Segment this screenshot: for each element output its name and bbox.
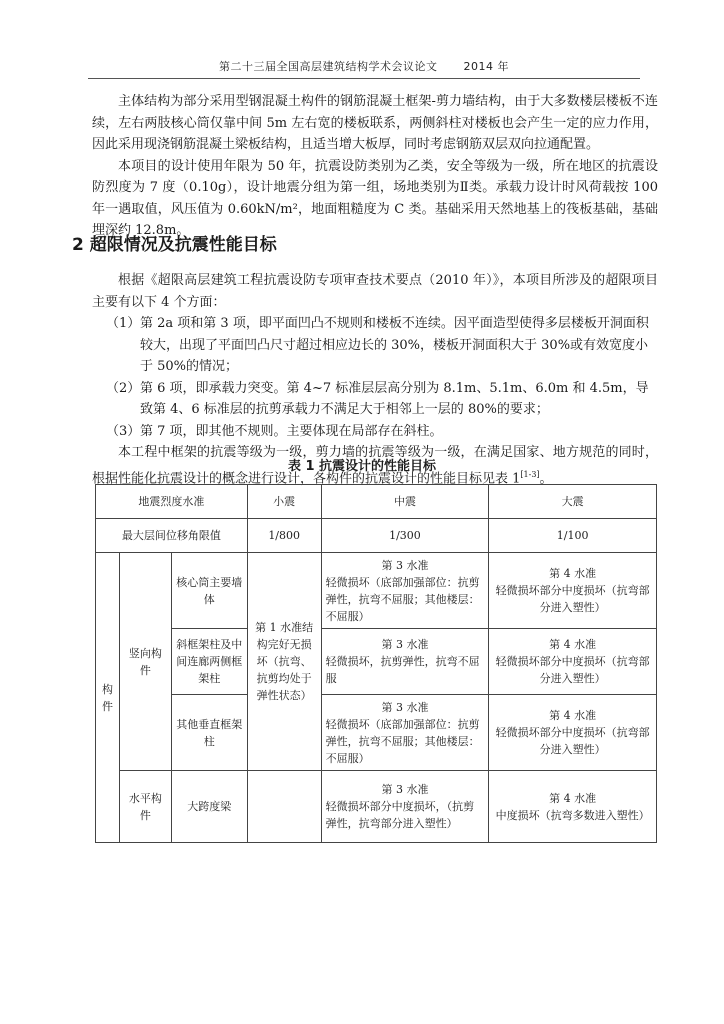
table-cell: 大跨度梁 [171,771,247,843]
performance-level: 第 4 水准 [549,791,597,805]
performance-level: 第 4 水准 [549,709,597,722]
list-item [92,421,658,443]
performance-level: 第 3 水准 [381,638,429,651]
table-cell: 1/800 [247,519,321,553]
table-row [96,519,657,553]
section-heading: 2 超限情况及抗震性能目标 [72,235,277,255]
header-cell: 大震 [489,485,657,519]
citation-ref: [1-3] [520,469,540,479]
table-row [96,553,657,629]
performance-level: 第 3 水准 [381,558,429,572]
table-caption: 表 1 抗震设计的性能目标 [287,459,437,474]
performance-desc: 中度损坏（抗弯多数进入塑性） [495,808,650,822]
component-label-cell: 构件 [96,553,120,843]
performance-level: 第 3 水准 [381,700,429,714]
list-item-number: （1） [106,316,141,331]
conference-title: 第二十三届全国高层建筑结构学术会议论文 [219,60,438,73]
list-item-number: （2） [106,380,141,396]
performance-level: 第 4 水准 [549,638,597,651]
performance-desc: 轻微损坏，抗剪弹性，抗弯不屈服 [325,655,480,685]
list-item-text: 第 2a 项和第 3 项，即平面凹凸不规则和楼板不连续。因平面造型使得多层楼板开洞面积较大，出现了平面凹凸尺寸超过相应边长的 30%，楼板开洞面积大于 30%或有效宽度小于 50%的情况； [140,316,649,374]
table-cell [321,771,489,843]
performance-desc: 轻微损坏部分中度损坏，（抗剪弹性，抗弯部分进入塑性） [325,800,475,830]
table-cell [321,629,489,695]
performance-level: 第 4 水准 [549,567,597,580]
section-lead: 根据《超限高层建筑工程抗震设防专项审查技术要点（2010 年）》，本项目所涉及的超限项目主要有以下 4 个方面： [92,273,658,310]
table-row [96,629,657,695]
performance-desc: 轻微损坏部分中度损坏（抗弯部分进入塑性） [495,584,650,614]
performance-table [95,484,657,843]
list-item-number: （3） [106,423,141,439]
table-cell [321,695,489,771]
row-label-cell: 最大层间位移角限值 [96,519,248,553]
list-item [92,378,658,421]
list-item-text: 第 6 项，即承载力突变。第 4~7 标准层层高分别为 8.1m、5.1m、6.0m 和 4.5m，导致第 4、6 标准层的抗剪承载力不满足大于相邻上一层的 80%的要求； [140,380,649,417]
table-cell [489,695,657,771]
intro-paragraph: 本项目的设计使用年限为 50 年，抗震设防类别为乙类，安全等级为一级，所在地区的抗震设防烈度为 7 度（0.10g），设计地震分组为第一组，场地类别为Ⅱ类。承载力设计时风荷载按 100 年一遇取值，风压值为 0.60kN/m²，地面粗糙度为 C 类。基础采用天然地基上的筏板基础，基础埋深约 12.8m。 [92,158,658,238]
table-cell [247,771,321,843]
vertical-label-cell: 竖向构件 [119,553,171,771]
intro-paragraph: 主体结构为部分采用型钢混凝土构件的钢筋混凝土框架-剪力墙结构，由于大多数楼层楼板不连续，左右两肢核心筒仅靠中间 5m 左右宽的楼板联系，两侧斜柱对楼板也会产生一定的应力作用，因此采用现浇钢筋混凝土梁板结构，且适当增大板厚，同时考虑钢筋双层双向拉通配置。 [92,94,658,152]
minor-performance-cell: 第 1 水准结构完好无损坏（抗弯、抗剪均处于弹性状态） [247,553,321,771]
performance-desc: 轻微损坏部分中度损坏（抗弯部分进入塑性） [495,655,650,685]
table-cell [489,771,657,843]
header-cell: 地震烈度水准 [96,485,248,519]
table-row [96,771,657,843]
list-item [92,313,658,378]
table-cell: 斜框架柱及中间连廊两侧框架柱 [171,629,247,695]
running-header [88,58,640,79]
table-cell: 1/100 [489,519,657,553]
header-cell: 小震 [247,485,321,519]
closing-text: 本工程中框架的抗震等级为一级，剪力墙的抗震等级为一级，在满足国家、地方规范的同时，根据性能化抗震设计的概念进行设计，各构件的抗震设计的性能目标见表 1 [92,445,658,486]
performance-desc: 轻微损坏（底部加强部位：抗剪弹性，抗弯不屈服；其他楼层：不屈服） [325,575,480,623]
horizontal-label-cell: 水平构件 [119,771,171,843]
table-cell [489,629,657,695]
performance-desc: 轻微损坏部分中度损坏（抗弯部分进入塑性） [495,726,650,756]
closing-end: 。 [539,470,553,486]
table-row [96,485,657,519]
header-cell: 中震 [321,485,489,519]
performance-desc: 轻微损坏（底部加强部位：抗剪弹性，抗弯不屈服；其他楼层：不屈服） [325,717,480,765]
table-cell [321,553,489,629]
performance-level: 第 3 水准 [381,783,429,796]
list-item-text: 第 7 项，即其他不规则。主要体现在局部存在斜柱。 [140,423,443,439]
header-year: 2014 年 [463,60,509,73]
table-cell [489,553,657,629]
table-cell: 核心筒主要墙体 [171,553,247,629]
table-cell: 其他垂直框架柱 [171,695,247,771]
table-cell: 1/300 [321,519,489,553]
table-row [96,695,657,771]
intro-text [92,91,658,242]
